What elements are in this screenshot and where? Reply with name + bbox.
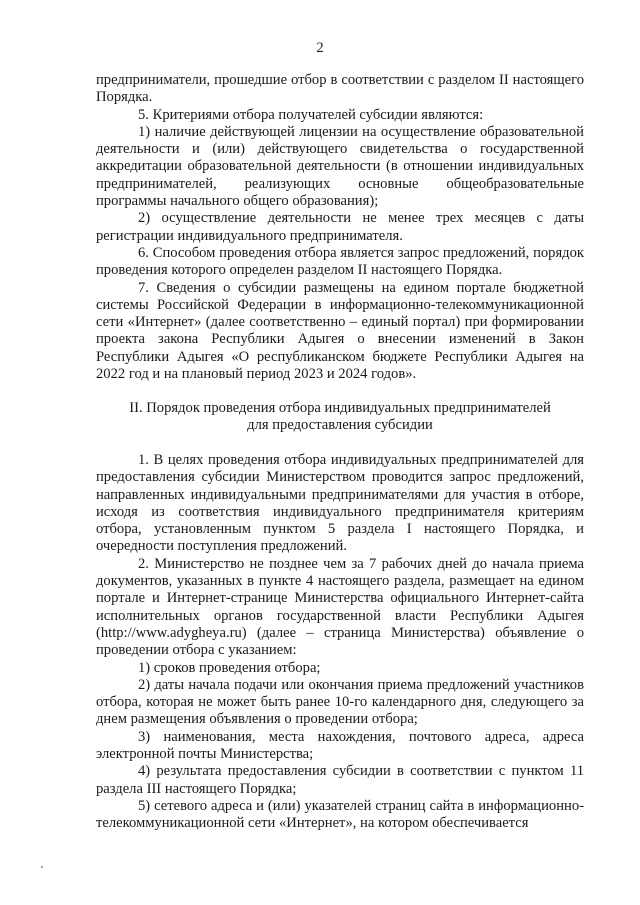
- page-number: 2: [316, 40, 324, 56]
- section-heading: [96, 400, 584, 435]
- paragraph: 5. Критериями отбора получателей субсидии являются:: [138, 106, 484, 123]
- paragraph: 1. В целях проведения отбора индивидуальных предпринимателей для предоставления субсидии Министерством проводится запрос предложений, направленных индивидуальными предпринимателями для участия в отборе, исходя из соответствия индивидуального предпринимателя критериям отбора, установленным пунктом 5 раздела I настоящего Порядка, и очередности поступления предложений.: [96, 452, 584, 555]
- section-1-text: [96, 72, 584, 383]
- paragraph: 2) даты начала подачи или окончания приема предложений участников отбора, которая не может быть ранее 10-го календарного дня, следующего за днем размещения объявления о проведении отбора;: [96, 676, 584, 728]
- section-heading-line: для предоставления субсидии: [247, 417, 433, 434]
- scan-speck: [41, 866, 43, 868]
- paragraph: 2. Министерство не позднее чем за 7 рабочих дней до начала приема документов, указанных в пункте 4 настоящего раздела, размещает на едином портале и Интернет-странице Министерства официального Интернет-сайта исполнительных органов государственной власти Республики Адыгея (http://www.adygheya.ru) (далее – страница Министерства) объявление о проведении отбора с указанием:: [96, 555, 584, 659]
- section-2-text: [96, 452, 584, 833]
- paragraph: 2) осуществление деятельности не менее трех месяцев с даты регистрации индивидуального предпринимателя.: [96, 210, 584, 244]
- paragraph: 1) наличие действующей лицензии на осуществление образовательной деятельности и (или) действующего свидетельства о государственной аккредитации образовательной деятельности (в отношении индивидуальных предпринимателей, реализующих основные общеобразовательные программы начального общего образования);: [96, 123, 584, 210]
- paragraph: 4) результата предоставления субсидии в соответствии с пунктом 11 раздела III настоящего Порядка;: [96, 763, 584, 797]
- paragraph: 5) сетевого адреса и (или) указателей страниц сайта в информационно-телекоммуникационной сети «Интернет», на котором обеспечивается: [96, 797, 584, 832]
- paragraph: предприниматели, прошедшие отбор в соответствии с разделом II настоящего Порядка.: [96, 72, 584, 106]
- paragraph: 6. Способом проведения отбора является запрос предложений, порядок проведения которого определен разделом II настоящего Порядка.: [96, 244, 584, 279]
- section-heading-line: II. Порядок проведения отбора индивидуальных предпринимателей: [129, 400, 551, 416]
- paragraph: 7. Сведения о субсидии размещены на едином портале бюджетной системы Российской Федерации в информационно-телекоммуникационной сети «Интернет» (далее соответственно – единый портал) при формировании проекта закона Республики Адыгея о внесении изменений в Закон Республики Адыгея «О республиканском бюджете Республики Адыгея на 2022 год и на плановый период 2023 и 2024 годов».: [96, 279, 584, 383]
- paragraph: 3) наименования, места нахождения, почтового адреса, адреса электронной почты Министерства;: [96, 728, 584, 763]
- paragraph: 1) сроков проведения отбора;: [138, 659, 321, 676]
